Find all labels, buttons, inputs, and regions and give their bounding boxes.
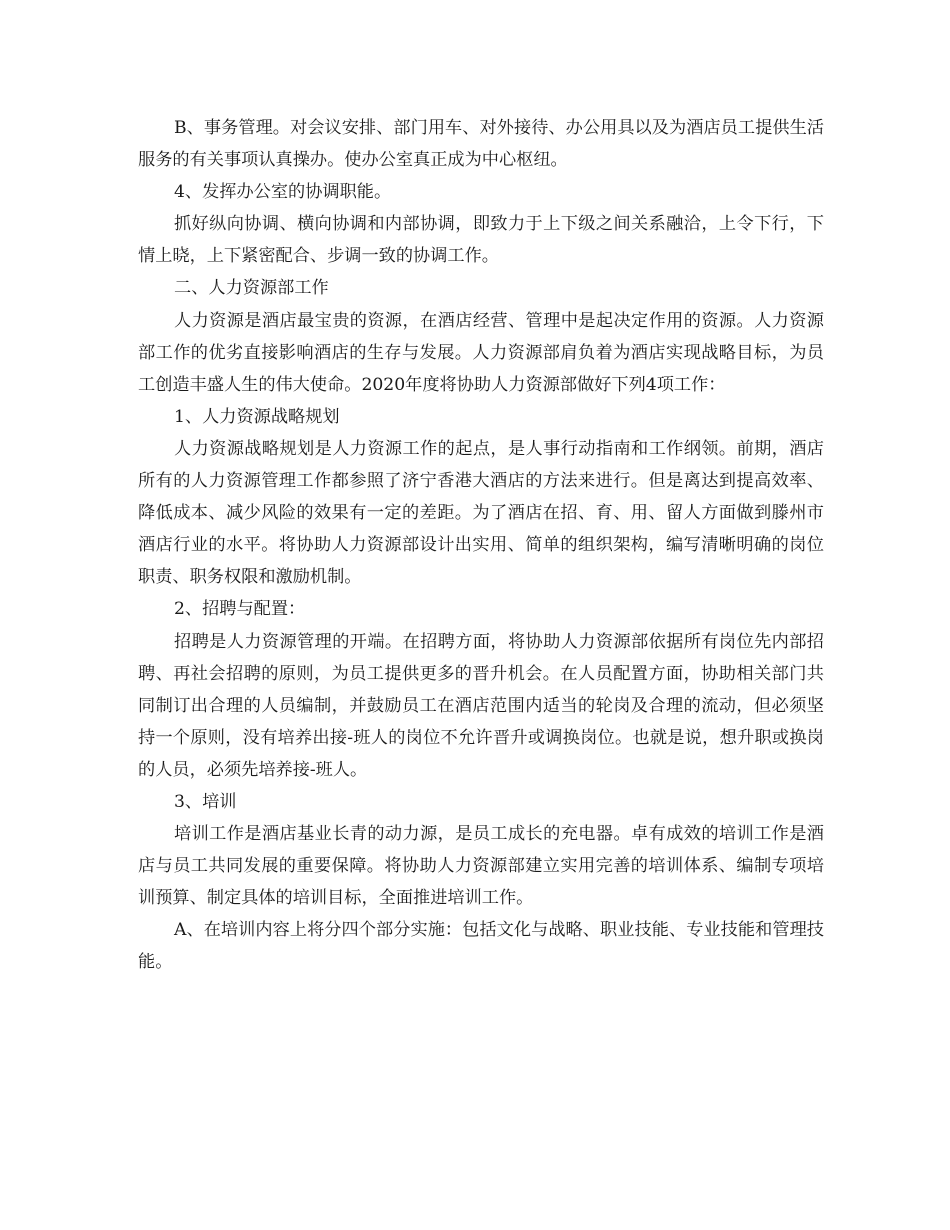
paragraph-admin-affairs: B、事务管理。对会议安排、部门用车、对外接待、办公用具以及为酒店员工提供生活服务的有关事项认真操办。使办公室真正成为中心枢纽。 (138, 118, 824, 171)
heading-coordination-function: 4、发挥办公室的协调职能。 (174, 182, 392, 203)
section-heading-hr: 二、人力资源部工作 (174, 278, 329, 299)
paragraph-hr-intro: 人力资源是酒店最宝贵的资源，在酒店经营、管理中是起决定作用的资源。人力资源部工作的优劣直接影响酒店的生存与发展。人力资源部肩负着为酒店实现战略目标，为员工创造丰盛人生的伟大使命。2020年度将协助人力资源部做好下列4项工作： (138, 310, 824, 395)
heading-training: 3、培训 (174, 791, 237, 812)
paragraph-hr-strategy: 人力资源战略规划是人力资源工作的起点，是人事行动指南和工作纲领。前期，酒店所有的人力资源管理工作都参照了济宁香港大酒店的方法来进行。但是离达到提高效率、降低成本、减少风险的效果有一定的差距。为了酒店在招、育、用、留人方面做到滕州市酒店行业的水平。将协助人力资源部设计出实用、简单的组织架构，编写清晰明确的岗位职责、职务权限和激励机制。 (138, 438, 824, 588)
paragraph-coordination: 抓好纵向协调、横向协调和内部协调，即致力于上下级之间关系融洽，上令下行，下情上晓，上下紧密配合、步调一致的协调工作。 (138, 214, 824, 267)
heading-hr-strategy: 1、人力资源战略规划 (174, 406, 340, 427)
heading-recruitment: 2、招聘与配置： (174, 599, 306, 620)
paragraph-training-content: A、在培训内容上将分四个部分实施：包括文化与战略、职业技能、专业技能和管理技能。 (138, 920, 824, 973)
document-body (138, 112, 824, 979)
paragraph-training: 培训工作是酒店基业长青的动力源，是员工成长的充电器。卓有成效的培训工作是酒店与员工共同发展的重要保障。将协助人力资源部建立实用完善的培训体系、编制专项培训预算、制定具体的培训目标，全面推进培训工作。 (138, 824, 824, 909)
paragraph-recruitment: 招聘是人力资源管理的开端。在招聘方面，将协助人力资源部依据所有岗位先内部招聘、再社会招聘的原则，为员工提供更多的晋升机会。在人员配置方面，协助相关部门共同制订出合理的人员编制，并鼓励员工在酒店范围内适当的轮岗及合理的流动，但必须坚持一个原则，没有培养出接-班人的岗位不允许晋升或调换岗位。也就是说，想升职或换岗的人员，必须先培养接-班人。 (138, 631, 824, 780)
